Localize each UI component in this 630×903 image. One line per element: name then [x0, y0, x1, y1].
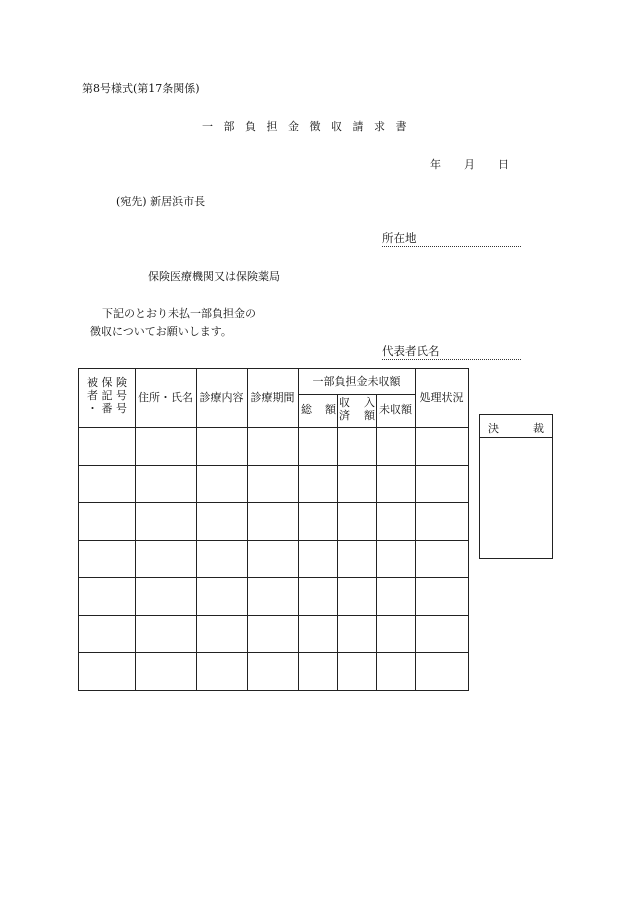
subheader-collected-d: 額	[364, 409, 375, 422]
table-divider	[135, 369, 136, 690]
table-divider	[298, 369, 299, 690]
table-divider	[79, 465, 468, 466]
decision-box	[479, 414, 553, 559]
subheader-total-a: 総	[301, 403, 312, 416]
table-divider	[79, 427, 468, 428]
representative-field[interactable]	[382, 343, 521, 360]
table-divider	[337, 394, 338, 690]
date-line	[430, 156, 509, 172]
subheader-uncollected: 未収額	[379, 403, 412, 416]
form-number: 第8号様式(第17条関係)	[82, 82, 200, 95]
decision-divider	[480, 437, 552, 438]
header-unpaid-group: 一部負担金未収額	[312, 375, 401, 388]
header-insured-number: 被 保 険 者 記 号 ・ 番 号	[87, 376, 127, 415]
addressee: (宛先) 新居浜市長	[116, 195, 206, 208]
table-divider	[415, 369, 416, 690]
unpaid-charges-table	[78, 368, 469, 691]
header-treatment: 診療内容	[199, 391, 244, 404]
header-status: 処理状況	[419, 391, 464, 404]
table-divider	[79, 577, 468, 578]
date-month: 月	[464, 158, 475, 171]
document-title: 一部負担金徴収請求書	[202, 120, 417, 133]
table-divider	[298, 394, 415, 395]
table-divider	[79, 652, 468, 653]
subheader-collected-a: 収	[339, 396, 350, 409]
subheader-collected-c: 済	[339, 409, 350, 422]
address-label: 所在地	[382, 231, 417, 245]
table-divider	[79, 540, 468, 541]
subheader-collected-b: 入	[364, 396, 375, 409]
header-address-name: 住所・氏名	[138, 391, 193, 404]
date-day: 日	[498, 158, 509, 171]
request-text-line2: 徴収についてお願いします。	[90, 325, 232, 338]
table-divider	[247, 369, 248, 690]
table-divider	[196, 369, 197, 690]
subheader-total-b: 額	[325, 403, 336, 416]
header-period: 診療期間	[250, 391, 295, 404]
date-year: 年	[430, 158, 441, 171]
request-text-line1: 下記のとおり未払一部負担金の	[102, 307, 256, 320]
table-divider	[79, 502, 468, 503]
table-divider	[79, 615, 468, 616]
representative-label: 代表者氏名	[382, 344, 440, 358]
decision-label: 決 裁	[488, 422, 544, 435]
address-field[interactable]	[382, 230, 521, 247]
table-divider	[376, 394, 377, 690]
institution-label: 保険医療機関又は保険薬局	[148, 270, 280, 283]
